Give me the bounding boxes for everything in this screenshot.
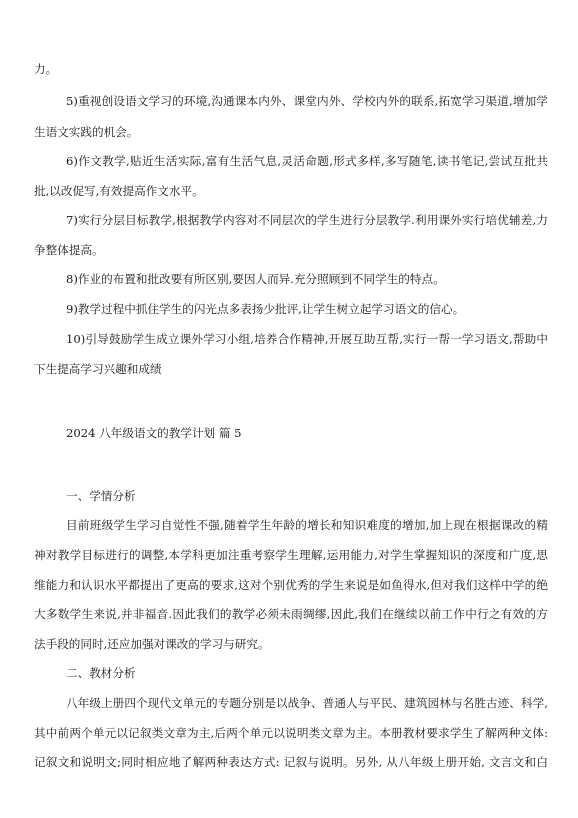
paragraph-line: 9)教学过程中抓住学生的闪光点多表扬少批评,让学生树立起学习语文的信心。	[66, 302, 465, 316]
paragraph-line: 8)作业的布置和批改要有所区别,要因人而异.充分照顾到不同学生的特点。	[66, 272, 445, 286]
paragraph-line: 争整体提高。	[34, 243, 104, 257]
paragraph-line: 7)实行分层目标教学,根据教学内容对不同层次的学生进行分层教学.利用课外实行培优辅差,力	[66, 213, 548, 227]
paragraph-line: 神对教学目标进行的调整,本学科更加注重考察学生理解,运用能力,对学生掌握知识的深度和广度,思	[34, 548, 548, 562]
paragraph-line: 目前班级学生学习自觉性不强,随着学生年龄的增长和知识难度的增加,加上现在根据课改的精	[66, 518, 548, 532]
paragraph-line: 八年级上册四个现代文单元的专题分别是以战争、普通人与平民、建筑园林与名胜古迹、科学,	[66, 696, 548, 710]
paragraph-line: 大多数学生来说,并非福音.因此我们的教学必须未雨绸缪,因此,我们在继续以前工作中行之有效的方	[34, 607, 548, 621]
paragraph-line: 维能力和认识水平都提出了更高的要求,这对个别优秀的学生来说是如鱼得水,但对我们这样中学的绝	[34, 578, 548, 592]
section-title: 2024 八年级语文的教学计划 篇 5	[66, 426, 242, 440]
paragraph-line: 其中前两个单元以记叙类文章为主,后两个单元以说明类文章为主。本册教材要求学生了解两种文体:	[34, 726, 548, 740]
paragraph-line: 记叙文和说明文;同时相应地了解两种表达方式: 记叙与说明。另外, 从八年级上册开始, 文言文和白	[34, 755, 548, 769]
paragraph-line: 力。	[34, 62, 58, 76]
section-heading: 二、教材分析	[66, 666, 136, 680]
paragraph-line: 法手段的同时,还应加强对课改的学习与研究。	[34, 637, 270, 651]
paragraph-line: 下生提高学习兴趣和成绩	[34, 362, 162, 376]
paragraph-line: 5)重视创设语文学习的环境,沟通课本内外、课堂内外、学校内外的联系,拓宽学习渠道,增加学	[66, 94, 548, 108]
paragraph-line: 生语文实践的机会。	[34, 125, 139, 139]
paragraph-line: 批,以改促写,有效提高作文水平。	[34, 184, 204, 198]
paragraph-line: 6)作文教学,贴近生活实际,富有生活气息,灵活命题,形式多样,多写随笔,读书笔记,尝试互批共	[66, 154, 548, 168]
paragraph-line: 10)引导鼓励学生成立课外学习小组,培养合作精神,开展互助互帮,实行一帮一学习语文,帮助中	[66, 332, 548, 346]
section-heading: 一、学情分析	[66, 489, 136, 503]
